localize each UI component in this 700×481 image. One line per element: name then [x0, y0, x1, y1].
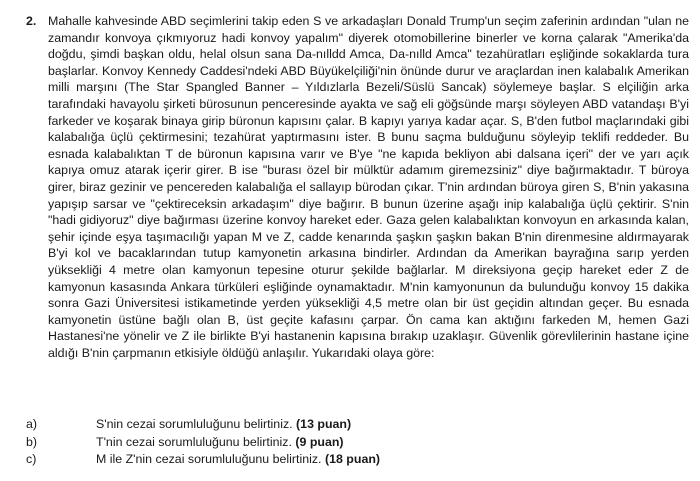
sub-question-points: (9 puan)	[295, 434, 344, 449]
scenario-line: Banner – Yıldızlarla Bezeli/Süslü Sancak) söylemeye başlar. S elçiliğin arka tarafındaki havayolu şirketi	[48, 80, 689, 111]
scenario-line: içeri" der ve yarı açık kapıya omuz atarak içerir girer. B ise "burası özel bir mülktür adamım	[48, 146, 689, 178]
sub-question-points: (13 puan)	[296, 417, 352, 431]
sub-question-a	[22, 416, 682, 434]
scenario-line: ardından "ulan ne zamandır konvoya çıkmıyoruz hadi konvoy yapalım" diyerek otomobillerine binerler	[48, 14, 689, 45]
sub-question-label: a)	[26, 417, 38, 431]
sub-question-text: S'nin cezai sorumluluğunu belirtiniz.	[96, 417, 293, 431]
scenario-line: koşarak binaya girip büronun kapısını çalar. B kapıyı yarıya kadar açar. S, B'den futbol maçlarındaki	[114, 113, 670, 128]
sub-question-points: (18 puan)	[324, 452, 381, 466]
scenario-line: bayrağına sarıp yerden yüksekliği 4 metre olan kamyonun tepesine oturur şekilde bağlarlar. M	[48, 246, 689, 277]
scenario-line: bürodan çıkar. T'nin ardından büroya giren S, B'nin yakasına yapışıp sarsar ve "çektireceksin	[48, 179, 689, 211]
scenario-line: bürosunun penceresinde ayakta ve sağ eli göğsünde marşı söyleyen ABD vatandaşı B'yi farkeder ve	[48, 96, 689, 128]
sub-question-label: b)	[26, 434, 38, 449]
sub-question-b	[22, 434, 682, 452]
scenario-line: geçite kafasını çarpar. Ön cama kan aktığını farkeden M, hemen Gazi Hastanesi'ne yönelir ve Z ile	[48, 312, 689, 344]
scenario-line: bağırması üzerine konvoy hareket eder. Gaza gelen kalabalıktan konvoyun en arkasında kalan, şehir	[48, 213, 689, 244]
scenario-line: direksiyona geçip hareket eder Z de kamyonun kasasında Ankara türküleri eşliğinde oynamaktadır.	[48, 262, 689, 294]
sub-question-text: T'nin cezai sorumluluğunu belirtiniz.	[96, 434, 292, 449]
scenario-line: Mahalle kahvesinde ABD seçimlerini takip eden S ve arkadaşları Donald Trump'un seçim zaferinin	[48, 14, 592, 28]
scenario-line: içinde eşya taşımacılığı yapan M ve Z, cadde kenarında şaşkın şaşkın bakan B'nin direnmesine	[79, 229, 618, 244]
scenario-line: birlikte B'yi hastanenin kapısına bırakıp uzaklaşır. Güvenlik görevlilerinin hastane içine aldığı B'nin	[48, 329, 689, 360]
scenario-line: M'nin kamyonunun da bulunduğu konvoy 15 dakika sonra Gazi Üniversitesi istikametinde yerden	[48, 279, 689, 311]
scenario-line: yüksekliği 4,5 metre olan bir üst geçidin altından geçer. Bu esnada kamyonetin üstüne bağlı olan B, üst	[48, 296, 689, 327]
scenario-paragraph	[48, 13, 689, 361]
scenario-line: arkadaşım" diye bağırır. B bunun üzerine aşağı inip kalabalığa üçlü çektirir. S'nin "hadi gidiyoruz" diye	[48, 196, 689, 228]
sub-question-text: M ile Z'nin cezai sorumluluğunu belirtiniz.	[96, 452, 322, 466]
question-number: 2.	[26, 14, 37, 28]
scenario-line: ve korna çalarak "Amerika'da doğdu, şimdi başkan oldu, helal olsun sana Da-nılldd Amca, Da-nılld	[48, 30, 689, 62]
scenario-line: Amca" tezahüratları eşliğinde sokaklarda tura başlarlar. Konvoy Kennedy Caddesi'ndeki ABD	[48, 47, 689, 78]
sub-question-c	[22, 451, 682, 469]
scenario-line: reddeder. Bu esnada kalabalıktan T de büronun kapısına varır ve B'ye "ne kapıda bekliyon abi dalsana	[48, 130, 689, 161]
sub-question-label: c)	[26, 452, 37, 466]
scenario-line: aldırmayarak B'yi kol ve bacaklarından tutup kamyonetin arkasına bindirler. Ardından da Amerikan	[48, 229, 689, 261]
scenario-line: Büyükelçiliği'nin önünde durur ve araçlardan inen kalabalık Amerikan milli marşını (The Star Spangled	[48, 63, 689, 95]
scenario-line: giremezsiniz" diye bağırmaktadır. T büroya girer, biraz gezinir ve pencereden kalabalığa el sallayıp	[48, 163, 689, 194]
scenario-line: gibi kalabalığa üçlü çektirmesini; tezahürat yaptırmasını ister. B bunu saçma bulduğunu söyleyip teklifi	[48, 113, 689, 145]
sub-question-list	[22, 416, 682, 469]
scenario-line: çarpmanın etkisiyle öldüğü anlaşılır. Yukarıdaki olaya göre:	[112, 345, 435, 360]
